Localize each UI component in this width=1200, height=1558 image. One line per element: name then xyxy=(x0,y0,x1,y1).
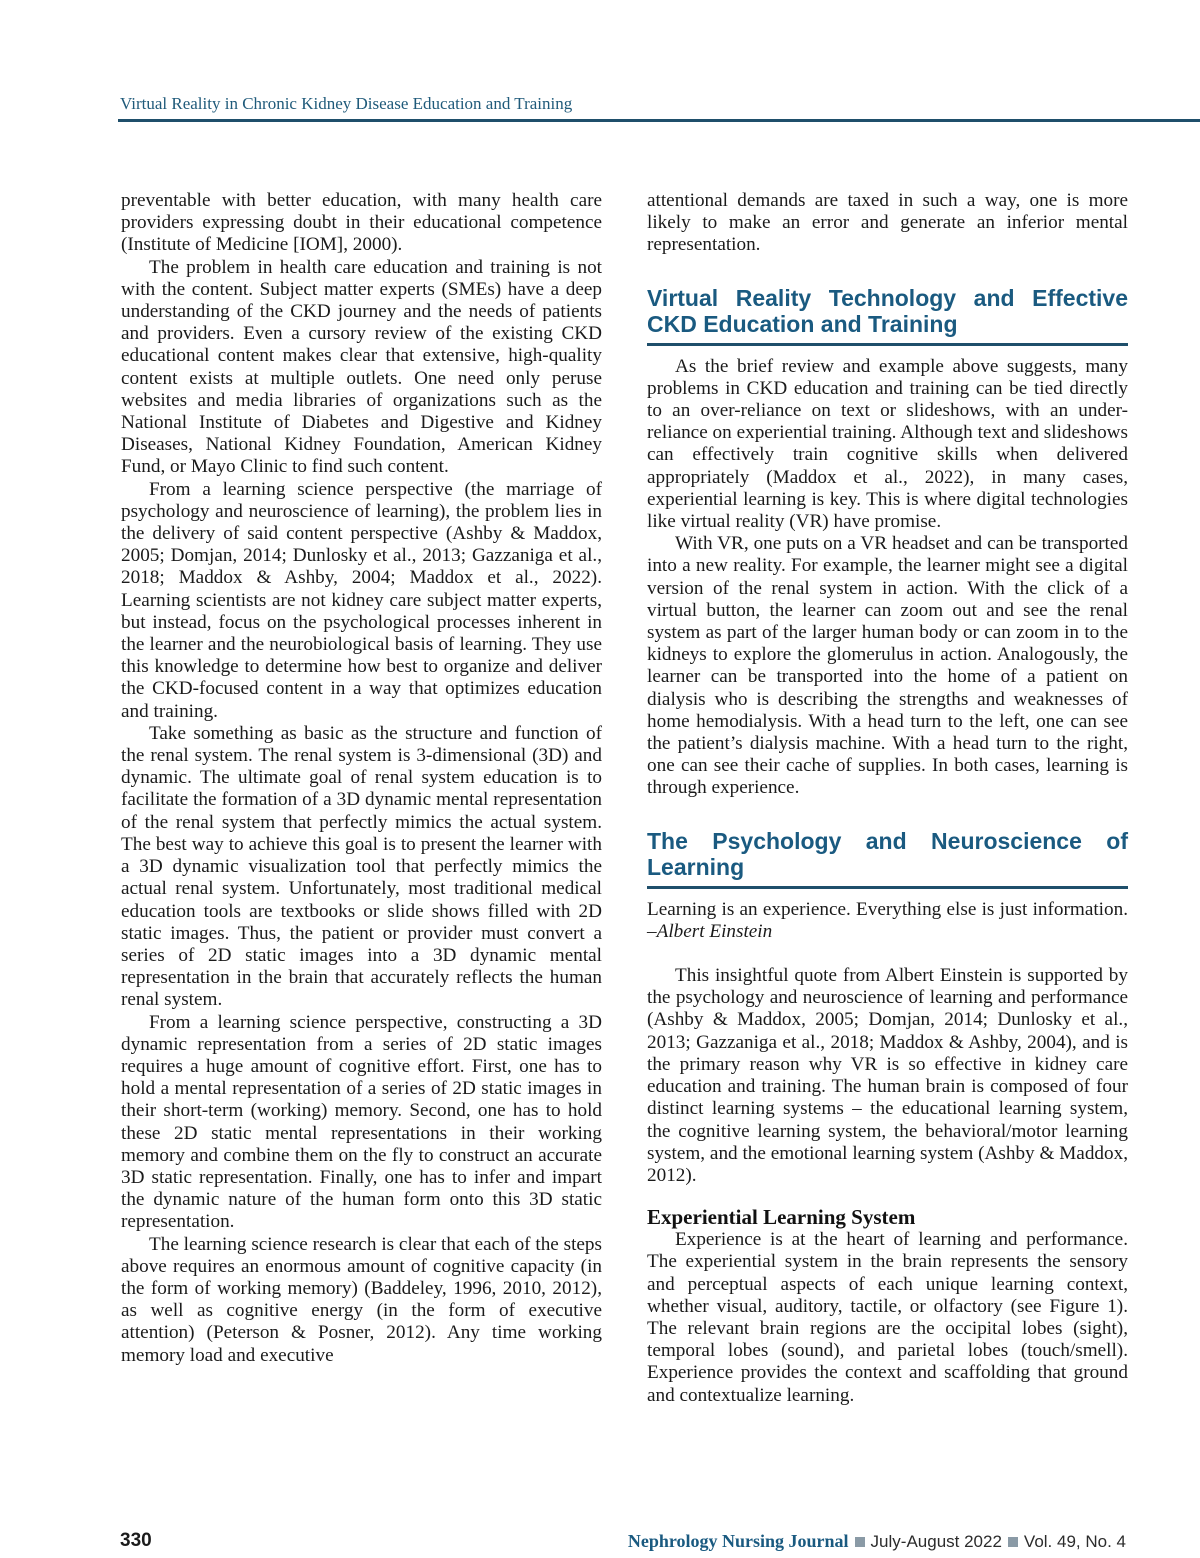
right-column xyxy=(647,190,1128,1407)
footer-journal-info xyxy=(628,1531,1126,1552)
paragraph: From a learning science perspective (the marriage of psychology and neuroscience of learning), the problem lies in the delivery of said content perspective (Ashby & Maddox, 2005; Domjan, 2014; Dunlosky et al., 2013; Gazzaniga et al., 2018; Maddox & Ashby, 2004; Maddox et al., 2022). Learning scientists are not kidney care subject matter experts, but instead, focus on the psychological processes inherent in the learner and the neurobiological basis of learning. They use this knowledge to determine how best to organize and deliver the CKD-focused content in a way that optimizes education and training. xyxy=(121,478,602,722)
paragraph: The learning science research is clear that each of the steps above requires an enormous amount of cognitive capacity (in the form of working memory) (Baddeley, 1996, 2010, 2012), as well as cognitive energy (in the form of executive attention) (Peterson & Posner, 2012). Any time working memory load and executive xyxy=(121,1233,602,1366)
separator-square-icon xyxy=(855,1537,865,1547)
paragraph: This insightful quote from Albert Einstein is supported by the psychology and neuroscience of learning and performance (Ashby & Maddox, 2005; Domjan, 2014; Dunlosky et al., 2013; Gazzaniga et al., 2018; Maddox & Ashby, 2004), and is the primary reason why VR is so effective in kidney care education and training. The human brain is composed of four distinct learning systems – the educational learning system, the cognitive learning system, the behavioral/motor learning system, and the emotional learning system (Ashby & Maddox, 2012). xyxy=(647,965,1128,1186)
quote-author: –Albert Einstein xyxy=(647,920,773,942)
separator-square-icon xyxy=(1008,1537,1018,1547)
paragraph: Take something as basic as the structure and function of the renal system. The renal system is 3-dimensional (3D) and dynamic. The ultimate goal of renal system education is to facilitate the formation of a 3D dynamic mental representation of the renal system that perfectly mimics the actual system. The best way to achieve this goal is to present the learner with a 3D dynamic visualization tool that perfectly mimics the actual renal system. Unfortunately, most traditional medical education tools are textbooks or slide shows filled with 2D static images. Thus, the patient or provider must convert a series of 2D static images into a 3D dynamic mental representation in the brain that accurately reflects the human renal system. xyxy=(121,722,602,1011)
header-rule xyxy=(118,119,1200,122)
page-number: 330 xyxy=(120,1530,152,1551)
paragraph: Experience is at the heart of learning and performance. The experiential system in the brain represents the sensory and perceptual aspects of each unique learning context, whether visual, auditory, tactile, or olfactory (see Figure 1). The relevant brain regions are the occipital lobes (sight), temporal lobes (sound), and parietal lobes (touch/smell). Experience provides the context and scaffolding that ground and contextualize learning. xyxy=(647,1229,1128,1406)
paragraph: With VR, one puts on a VR headset and can be transported into a new reality. For example, the learner might see a digital version of the renal system in action. With the click of a virtual button, the learner can zoom out and see the renal system as part of the larger human body or can zoom in to the kidneys to explore the glomerulus in action. Analogously, the learner can be transported into the home of a patient on dialysis who is describing the strengths and weaknesses of home hemodialysis. With a head turn to the left, one can see the patient’s dialysis machine. With a head turn to the right, one can see their cache of supplies. In both cases, learning is through experience. xyxy=(647,533,1128,799)
paragraph: The problem in health care education and training is not with the content. Subject matter experts (SMEs) have a deep understanding of the CKD journey and the needs of patients and providers. Even a cursory review of the existing CKD educational content makes clear that extensive, high-quality content exists at multiple outlets. One need only peruse websites and media libraries of organizations such as the National Institute of Diabetes and Digestive and Kidney Diseases, National Kidney Foundation, American Kidney Fund, or Mayo Clinic to find such content. xyxy=(121,256,602,478)
section-heading-psychology-neuroscience: The Psychology and Neuroscience of Learning xyxy=(647,828,1128,889)
einstein-quote xyxy=(647,899,1128,943)
running-title: Virtual Reality in Chronic Kidney Disease Education and Training xyxy=(120,94,573,113)
paragraph: From a learning science perspective, constructing a 3D dynamic representation from a series of 2D static images requires a huge amount of cognitive effort. First, one has to hold a mental representation of a series of 2D static images in their short-term (working) memory. Second, one has to hold these 2D static mental representations in their working memory and combine them on the fly to construct an accurate 3D static representation. Finally, one has to infer and impart the dynamic nature of the human form onto this 3D static representation. xyxy=(121,1011,602,1233)
left-column xyxy=(121,190,602,1367)
journal-name: Nephrology Nursing Journal xyxy=(627,1531,849,1551)
issue-date: July-August 2022 xyxy=(870,1531,1002,1551)
paragraph: preventable with better education, with many health care providers expressing doubt in their educational competence (Institute of Medicine [IOM], 2000). xyxy=(121,190,602,256)
quote-text: Learning is an experience. Everything else is just information. xyxy=(647,898,1128,920)
paragraph: As the brief review and example above suggests, many problems in CKD education and training can be tied directly to an over-reliance on text or slideshows, with an under-reliance on experiential training. Although text and slideshows can effectively train cognitive skills when delivered appropriately (Maddox et al., 2022), in many cases, experiential learning is key. This is where digital technologies like virtual reality (VR) have promise. xyxy=(647,355,1128,533)
paragraph: attentional demands are taxed in such a way, one is more likely to make an error and generate an inferior mental representation. xyxy=(647,190,1128,256)
subheading-experiential-learning: Experiential Learning System xyxy=(647,1205,916,1230)
volume-issue: Vol. 49, No. 4 xyxy=(1023,1531,1126,1551)
section-heading-vr-technology: Virtual Reality Technology and Effective CKD Education and Training xyxy=(647,285,1128,346)
